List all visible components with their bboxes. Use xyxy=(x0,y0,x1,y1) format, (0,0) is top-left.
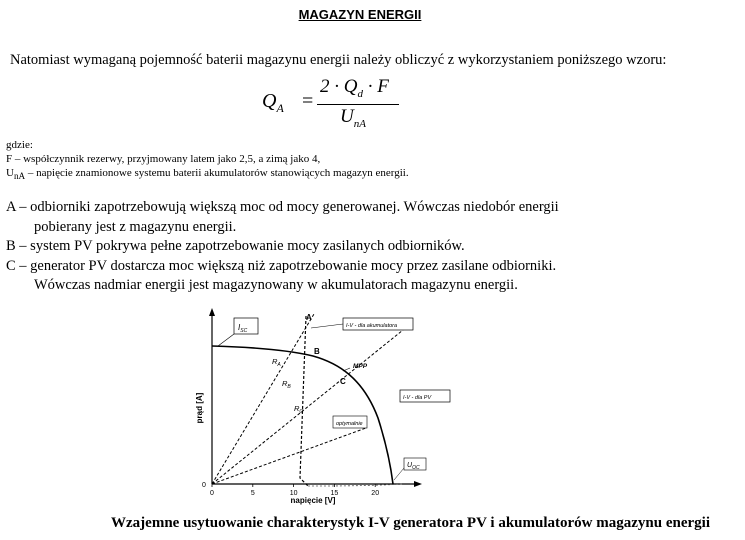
load-line-b xyxy=(212,330,403,484)
uoc-leader xyxy=(394,468,404,480)
x-axis-label: napięcie [V] xyxy=(290,496,336,505)
y-axis-label: prąd [A] xyxy=(195,392,204,424)
capacity-formula xyxy=(262,76,412,132)
opt-label: optymalnie xyxy=(336,421,363,427)
point-b-label: B xyxy=(314,347,320,356)
formula-legend xyxy=(6,138,706,183)
iv-chart xyxy=(188,308,432,508)
point-a-label: A xyxy=(306,313,312,322)
isc-label: $I_{SC}$ xyxy=(238,323,248,334)
mpp-label: MPP xyxy=(353,363,368,370)
figure-caption: Wzajemne usytuowanie charakterystyk I-V generatora PV i akumulatorów magazynu energii xyxy=(111,515,710,531)
case-c-line-1: C – generator PV dostarcza moc większą niż zapotrzebowanie mocy przez zasilane odbiorniki. xyxy=(6,257,557,274)
ra-label: $R_A$ xyxy=(272,357,281,368)
x-tick-label: 15 xyxy=(330,490,339,497)
legend-battery-leader xyxy=(311,324,343,328)
mpp-leader xyxy=(343,368,350,371)
iv-chart-svg xyxy=(188,308,432,508)
x-tick-label: 20 xyxy=(371,490,380,497)
load-line-a xyxy=(212,314,314,484)
formula-numerator: $2 \cdot Q_d \cdot F$ xyxy=(320,76,389,100)
x-tick-label: 5 xyxy=(250,490,255,497)
cases-list xyxy=(6,198,711,296)
formula-denominator: $U_{nA}$ xyxy=(340,106,366,130)
legend-line-1: gdzie: xyxy=(6,139,33,151)
uoc-label: $U_{OC}$ xyxy=(407,462,420,471)
point-c-label: C xyxy=(340,377,346,386)
legend-line-2: F – współczynnik rezerwy, przyjmowany latem jako 2,5, a zimą jako 4, xyxy=(6,153,321,165)
formula-lhs: $Q_A$ xyxy=(262,90,284,115)
x-tick-label: 10 xyxy=(289,490,298,497)
page-title: MAGAZYN ENERGII xyxy=(298,7,422,22)
battery-iv-curve xyxy=(300,316,308,486)
rc-label: $R_C$ xyxy=(294,404,304,415)
load-line-c xyxy=(212,428,366,484)
y-axis-arrow xyxy=(209,308,215,316)
case-a-line-1: A – odbiorniki zapotrzebowują większą moc od mocy generowanej. Wówczas niedobór energii xyxy=(6,199,559,215)
case-a-line-2: pobierany jest z magazynu energii. xyxy=(34,218,237,235)
isc-leader xyxy=(218,334,234,346)
formula-fraction-bar xyxy=(317,104,399,105)
legend-line-3: $U_{nA}$ – napięcie znamionowe systemu baterii akumulatorów stanowiących magazyn energii. xyxy=(6,167,409,182)
x-axis-arrow xyxy=(414,481,422,487)
intro-paragraph: Natomiast wymaganą pojemność baterii magazynu energii należy obliczyć z wykorzystaniem poniższego wzoru: xyxy=(10,52,667,68)
y-tick-zero: 0 xyxy=(202,482,206,489)
rb-label: $R_B$ xyxy=(282,379,291,390)
case-c-line-2: Wówczas nadmiar energii jest magazynowany w akumulatorach magazynu energii. xyxy=(34,277,518,293)
x-tick-label: 0 xyxy=(210,490,214,497)
legend-battery-label: I-V - dla akumulatora xyxy=(346,323,398,329)
case-b-line: B – system PV pokrywa pełne zapotrzebowanie mocy zasilanych odbiorników. xyxy=(6,238,465,254)
formula-equals: = xyxy=(302,90,314,112)
legend-pv-label: I-V - dla PV xyxy=(403,395,432,401)
